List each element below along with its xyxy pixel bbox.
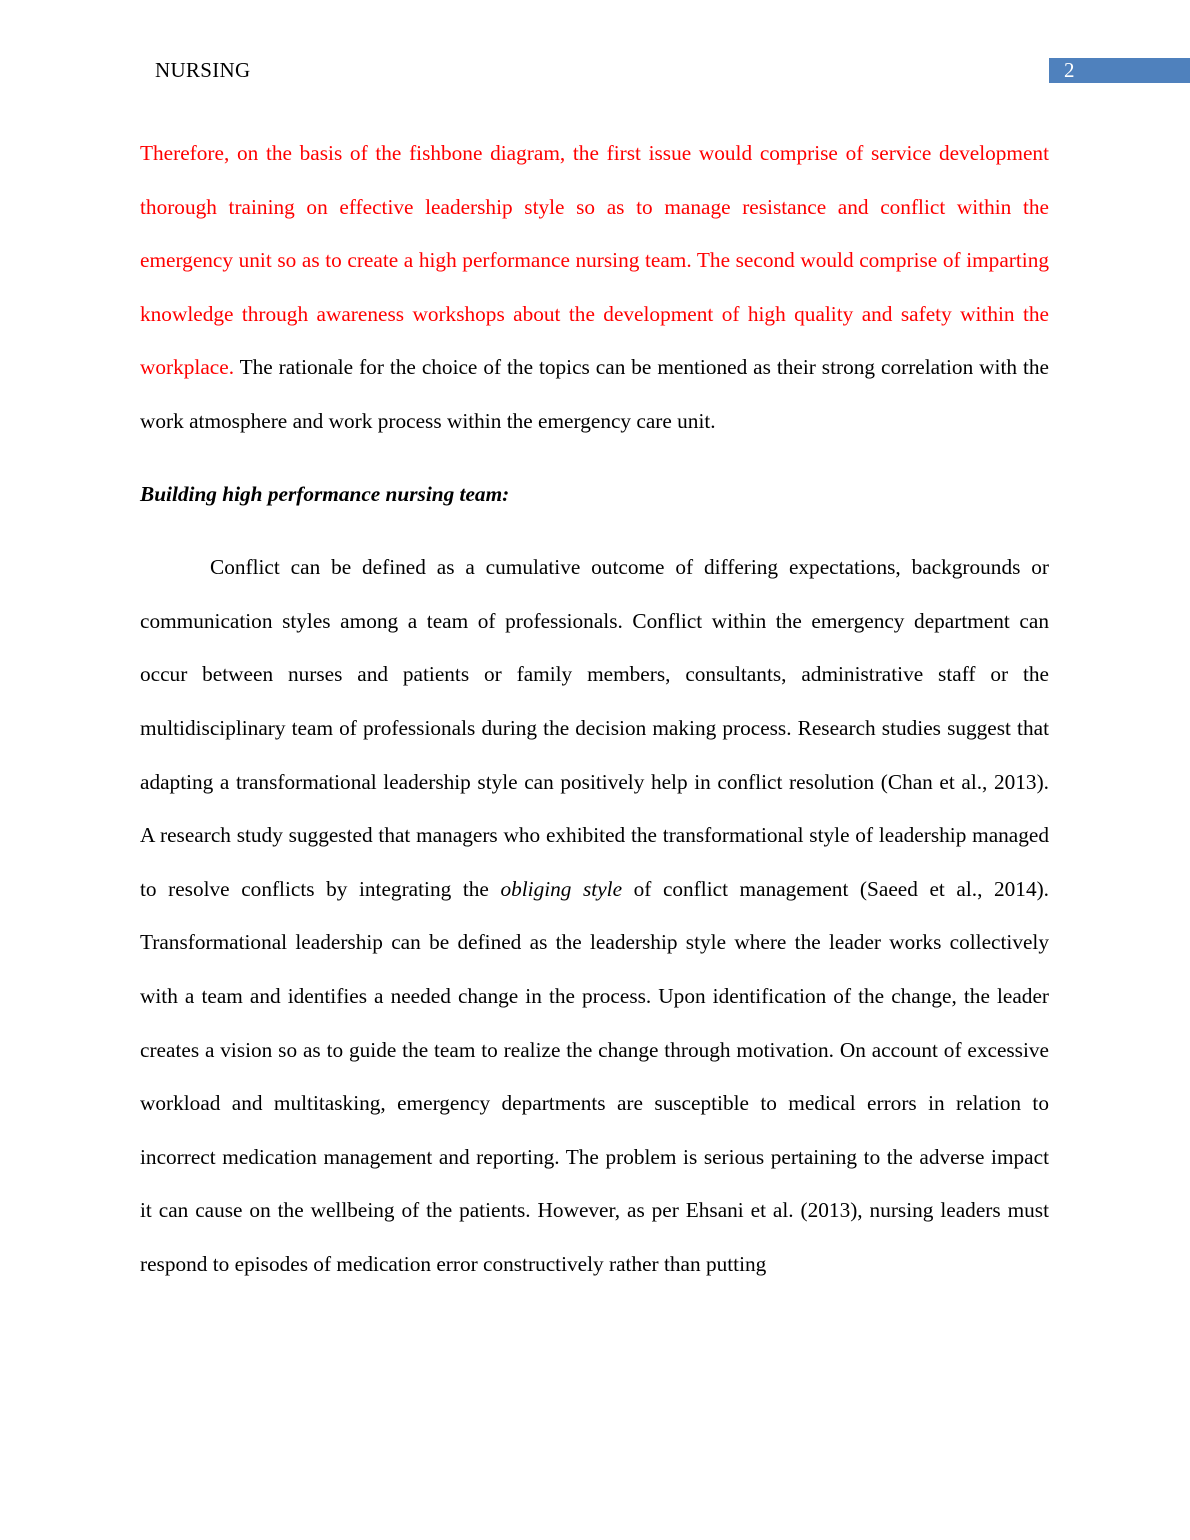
document-body [140,127,1049,1291]
italic-term: obliging style [500,876,623,901]
highlighted-text: Therefore, on the basis of the fishbone diagram, the first issue would comprise of service development thorough training on effective leadership style so as to manage resistance and conflict within the emergency unit so as to create a high performance nursing team. The second would comprise of imparting knowledge through awareness workshops about the development of high quality and safety within the workplace. [140,141,1049,380]
body-text-end: of conflict management (Saeed et al., 2014). Transformational leadership can be defined as the leadership style where the leader works collectively with a team and identifies a needed change in the process. Upon identification of the change, the leader creates a vision so as to guide the team to realize the change through motivation. On account of excessive workload and multitasking, emergency departments are susceptible to medical errors in relation to incorrect medication management and reporting. The problem is serious pertaining to the adverse impact it can cause on the wellbeing of the patients. However, as per Ehsani et al. (2013), nursing leaders must respond to episodes of medication error constructively rather than putting [140,876,1050,1276]
rationale-text: The rationale for the choice of the topics can be mentioned as their strong correlation with the work atmosphere and work process within the emergency care unit. [140,355,1049,433]
page-number: 2 [1064,58,1075,82]
section-heading: Building high performance nursing team: [140,481,510,506]
body-text-start: Conflict can be defined as a cumulative outcome of differing expectations, backgrounds or communication styles among a team of professionals. Conflict within the emergency department can occur between nurses and patients or family members, consultants, administrative staff or the multidisciplinary team of professionals during the decision making process. Research studies suggest that adapting a transformational leadership style can positively help in conflict resolution (Chan et al., 2013). A research study suggested that managers who exhibited the transformational style of leadership managed to resolve conflicts by integrating the [140,555,1049,901]
body-paragraph [140,541,1049,1291]
running-head: NURSING [155,58,251,82]
page-number-box [1049,58,1190,83]
intro-paragraph [140,127,1049,449]
page-header [0,56,1190,86]
